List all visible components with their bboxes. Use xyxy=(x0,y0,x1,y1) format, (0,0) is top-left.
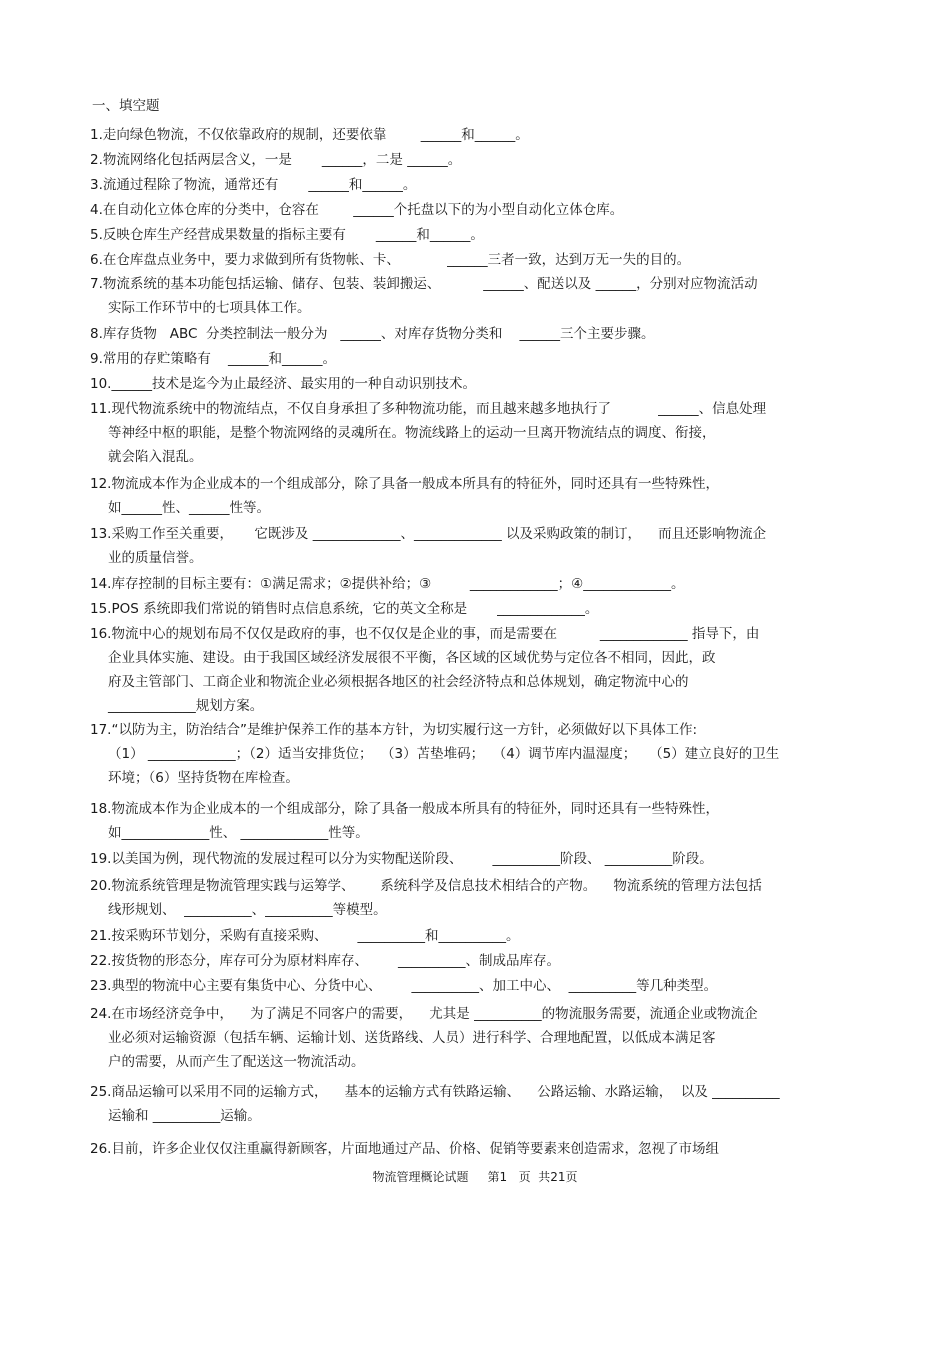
question-text: 5.反映仓库生产经营成果数量的指标主要有 ______和______。 xyxy=(90,227,484,243)
question-text: 7.物流系统的基本功能包括运输、储存、包装、装卸搬运、 ______、配送以及 ______，分别对应物流活动 xyxy=(90,276,758,292)
question-item xyxy=(90,1002,860,1074)
question-text: 16.物流中心的规划布局不仅仅是政府的事，也不仅仅是企业的事，而是需要在 _____________ 指导下，由 xyxy=(90,626,760,642)
question-text: 12.物流成本作为企业成本的一个组成部分，除了具备一般成本所具有的特征外，同时还具有一些特殊性， xyxy=(90,476,719,492)
question-item xyxy=(90,622,860,718)
question-text-continued: 实际工作环节中的七项具体工作。 xyxy=(108,300,311,316)
question-text: 17.“以防为主，防治结合”是维护保养工作的基本方针，为切实履行这一方针，必须做好以下具体工作: xyxy=(90,722,698,738)
question-item xyxy=(90,472,860,520)
question-item xyxy=(90,874,860,922)
question-text: 24.在市场经济竞争中， 为了满足不同客户的需要， 尤其是 __________的物流服务需要，流通企业或物流企 xyxy=(90,1006,758,1022)
question-text-continued: 如______性、______性等。 xyxy=(108,500,270,516)
question-text: 3.流通过程除了物流，通常还有 ______和______。 xyxy=(90,177,417,193)
question-text: 9.常用的存贮策略有 ______和______。 xyxy=(90,351,337,367)
page-footer: 物流管理概论试题 第1 页 共21页 xyxy=(372,1170,578,1184)
question-text: 21.按采购环节划分，采购有直接采购、 __________和__________。 xyxy=(90,928,520,944)
question-text: 23.典型的物流中心主要有集货中心、分货中心、 __________、加工中心、 __________等几种类型。 xyxy=(90,978,718,994)
question-text: 4.在自动化立体仓库的分类中，仓容在 ______个托盘以下的为小型自动化立体仓库。 xyxy=(90,202,624,218)
question-text: 8.库存货物 ABC 分类控制法一般分为 ______、对库存货物分类和 ______三个主要步骤。 xyxy=(90,326,655,342)
question-item xyxy=(90,322,860,346)
question-item xyxy=(90,198,860,222)
question-item xyxy=(90,148,860,172)
question-text: 19.以美国为例，现代物流的发展过程可以分为实物配送阶段、 __________阶段、 __________阶段。 xyxy=(90,851,713,867)
question-item xyxy=(90,248,860,272)
question-item xyxy=(90,797,860,845)
question-text-continued: 业的质量信誉。 xyxy=(108,550,203,566)
question-text: 6.在仓库盘点业务中，要力求做到所有货物帐、卡、 ______三者一致，达到万无一失的目的。 xyxy=(90,252,691,268)
question-item xyxy=(90,123,860,147)
question-item xyxy=(90,718,860,790)
question-item xyxy=(90,572,860,596)
question-text-continued: 运输和 __________运输。 xyxy=(108,1108,261,1124)
question-item xyxy=(90,974,860,998)
question-item xyxy=(90,272,860,320)
question-item xyxy=(90,522,860,570)
question-item xyxy=(90,597,860,621)
question-text: 26.目前，许多企业仅仅注重赢得新顾客，片面地通过产品、价格、促销等要素来创造需求，忽视了市场组 xyxy=(90,1141,719,1157)
question-text-continued: 如_____________性、 _____________性等。 xyxy=(108,825,369,841)
question-item xyxy=(90,1137,860,1161)
question-text-continued: _____________规划方案。 xyxy=(108,698,264,714)
question-item xyxy=(90,847,860,871)
question-text: 25.商品运输可以采用不同的运输方式， 基本的运输方式有铁路运输、 公路运输、水路运输， 以及 __________ xyxy=(90,1084,780,1100)
question-item xyxy=(90,949,860,973)
section-title: 一、填空题 xyxy=(92,98,160,114)
question-text: 2.物流网络化包括两层含义，一是 ______，二是 ______。 xyxy=(90,152,462,168)
question-item xyxy=(90,173,860,197)
question-item xyxy=(90,372,860,396)
question-text-continued: 业必须对运输资源（包括车辆、运输计划、送货路线、人员）进行科学、合理地配置，以低成本满足客 xyxy=(108,1030,716,1046)
question-text: 14.库存控制的目标主要有：①满足需求；②提供补给；③ _____________；④_____________。 xyxy=(90,576,685,592)
question-item xyxy=(90,397,860,469)
question-text: 11.现代物流系统中的物流结点，不仅自身承担了多种物流功能，而且越来越多地执行了 ______、信息处理 xyxy=(90,401,767,417)
question-item xyxy=(90,1080,860,1128)
question-text-continued: 就会陷入混乱。 xyxy=(108,449,203,465)
question-text: 1.走向绿色物流，不仅依靠政府的规制，还要依靠 ______和______。 xyxy=(90,127,529,143)
question-item xyxy=(90,924,860,948)
question-text: 10.______技术是迄今为止最经济、最实用的一种自动识别技术。 xyxy=(90,376,476,392)
question-text-continued: 线形规划、 __________、__________等模型。 xyxy=(108,902,387,918)
question-text: 13.采购工作至关重要， 它既涉及 _____________、_____________ 以及采购政策的制订， 而且还影响物流企 xyxy=(90,526,767,542)
question-item xyxy=(90,347,860,371)
question-text-continued: 企业具体实施、建设。由于我国区域经济发展很不平衡，各区域的区域优势与定位各不相同，因此，政 xyxy=(108,650,716,666)
question-text-continued: （1） _____________；（2）适当安排货位； （3）苫垫堆码； （4）调节库内温湿度； （5）建立良好的卫生 xyxy=(108,746,780,762)
question-text-continued: 府及主管部门、工商企业和物流企业必须根据各地区的社会经济特点和总体规划，确定物流中心的 xyxy=(108,674,689,690)
question-text: 22.按货物的形态分，库存可分为原材料库存、 __________、制成品库存。 xyxy=(90,953,561,969)
question-item xyxy=(90,223,860,247)
question-text-continued: 环境；（6）坚持货物在库检查。 xyxy=(108,770,299,786)
question-text-continued: 等神经中枢的职能，是整个物流网络的灵魂所在。物流线路上的运动一旦离开物流结点的调度、衔接， xyxy=(108,425,716,441)
question-text-continued: 户的需要，从而产生了配送这一物流活动。 xyxy=(108,1054,365,1070)
question-text: 18.物流成本作为企业成本的一个组成部分，除了具备一般成本所具有的特征外，同时还具有一些特殊性， xyxy=(90,801,719,817)
question-text: 15.POS 系统即我们常说的销售时点信息系统，它的英文全称是 _____________。 xyxy=(90,601,599,617)
question-text: 20.物流系统管理是物流管理实践与运筹学、 系统科学及信息技术相结合的产物。 物流系统的管理方法包括 xyxy=(90,878,762,894)
